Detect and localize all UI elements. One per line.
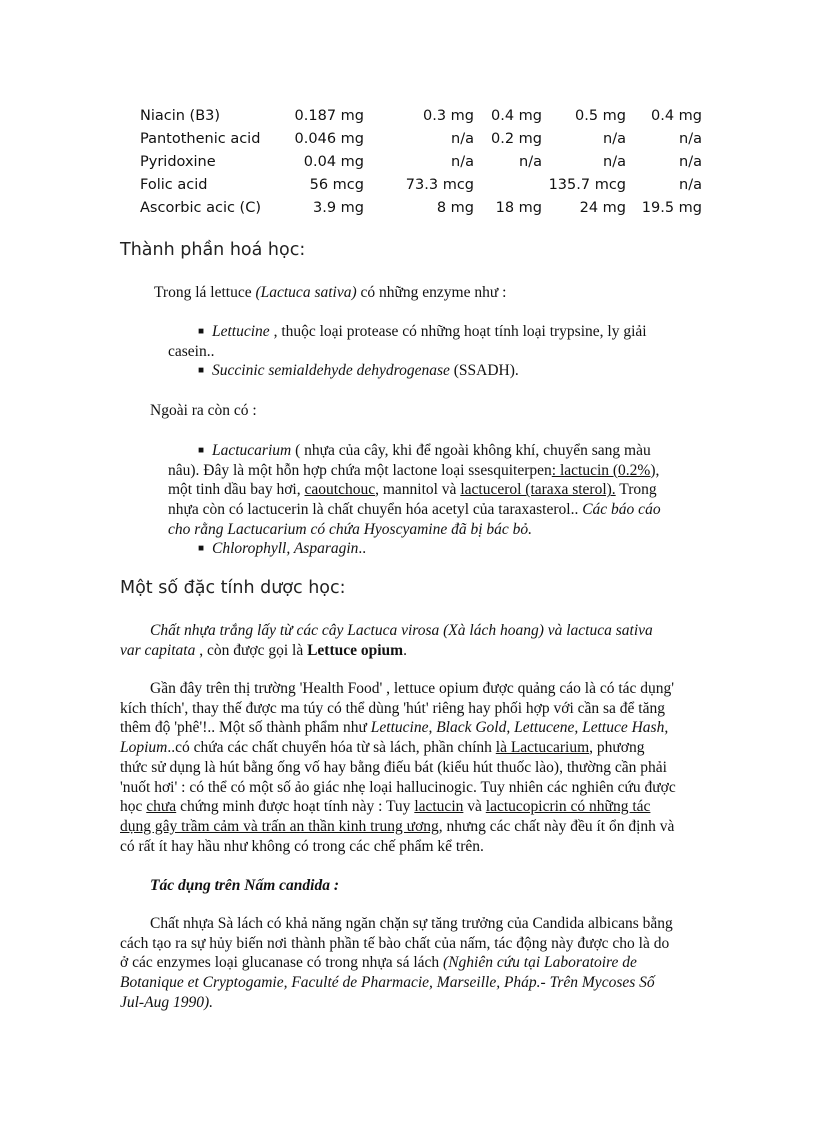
table-cell: 3.9 mg [313,200,364,217]
text-bold-italic: Tác dụng trên Nấm candida : [150,877,340,894]
text: (SSADH). [449,362,519,379]
text-italic: Lactucarium [212,442,292,459]
table-row [134,174,702,197]
paragraph-3 [120,914,710,1013]
paragraph-1 [120,621,700,660]
text-italic: Lettucine [212,323,270,340]
text: ( nhựa của cây, khi để ngoài không khí, chuyển sang màu [291,442,651,459]
text: có những enzyme như : [356,284,507,301]
table-cell: n/a [451,153,474,170]
link-text: : lactucin (0.2%), [551,461,660,479]
text: kích thích', thay thế được ma túy có thể dùng 'hút' riêng hay phối hợp với cần sa để tăng [120,699,665,717]
text: Trong [615,481,657,499]
text-italic: cho rằng Lactucarium có chứa Hyoscyamine đã bị bác bỏ. [168,520,533,538]
text-italic: (Nghiên cứu tại Laboratoire de [443,954,637,972]
text-italic: Lettucine, Black Gold, Lettucene, Lettuce Hash, [370,719,669,737]
list-item [168,441,698,540]
table-cell: 0.3 mg [423,107,474,124]
text: ở các enzymes loại glucanase có trong nhựa sá lách [120,954,444,972]
text-italic: Chlorophyll, Asparagin [212,540,359,557]
link-text: là Lactucarium [495,739,590,757]
paragraph-also: Ngoài ra còn có : [150,402,257,419]
table-row [134,197,702,220]
text: thêm độ 'phê'!.. Một số thành phẩm như [120,719,371,737]
table-cell: n/a [603,130,626,147]
list-item [168,322,688,361]
text-italic: Chất nhựa trắng lấy từ các cây Lactuca virosa (Xà lách hoang) và lactuca sativa [150,622,653,639]
table-cell: 135.7 mcg [548,177,626,194]
table-cell: 0.4 mg [651,107,702,124]
table-cell: n/a [679,153,702,170]
table-cell: Pyridoxine [140,153,216,170]
text-italic: Lopium [120,739,168,757]
list-item [198,539,366,559]
table-cell: 0.2 mg [491,130,542,147]
table-cell: 0.04 mg [303,153,364,170]
text: Gần đây trên thị trường 'Health Food' , lettuce opium được quảng cáo là có tác dụng' [150,680,675,697]
text: cách tạo ra sự hủy biến nơi thành phần tế bào chất của nấm, tác động này được cho là do [120,934,670,952]
text-italic: (Lactuca sativa) [255,284,357,301]
paragraph-2 [120,679,710,856]
paragraph-intro [154,283,506,303]
table-cell: 0.4 mg [491,107,542,124]
table-cell: Niacin (B3) [140,107,221,124]
link-text: dụng gây trầm cảm và trấn an thần kinh trung ương [120,817,439,835]
text: và [463,798,486,816]
text: có rất ít hay hầu như không có trong các chế phẩm kể trên. [120,837,484,855]
section-heading-pharmacology: Một số đặc tính dược học: [120,578,346,598]
text-italic: Các báo cáo [582,501,661,519]
sub-heading-candida [150,876,339,896]
text-italic: var capitata [120,641,196,659]
table-cell: Pantothenic acid [140,130,261,147]
text: 'nuốt hơi' : có thể có một số ảo giác nhẹ loại hallucinogic. Tuy nhiên các nghiên cứu được [120,778,676,796]
text-bold: Lettuce opium [307,641,404,659]
list-item [198,361,519,381]
text: .. [358,540,367,557]
table-cell: Folic acid [140,177,208,194]
text: . [403,641,407,659]
text-italic: Botanique et Cryptogamie, Faculté de Pharmacie, Marseille, Pháp.- Trên Mycoses Số [120,974,655,992]
text: ..có chứa các chất chuyển hóa từ sà lách, phần chính [167,739,496,757]
text: chứng minh được hoạt tính này : Tuy [176,798,415,816]
text: , mannitol và [375,481,461,499]
text: , phương [589,739,645,757]
square-bullet-icon: ■ [198,326,205,337]
table-cell: 73.3 mcg [405,177,474,194]
table-cell: 24 mg [579,200,626,217]
text: casein.. [168,342,215,360]
link-text: chưa [146,798,177,816]
nutrient-table [134,104,702,220]
table-row [134,104,702,127]
link-text: lactucin [414,798,464,816]
table-cell: 19.5 mg [641,200,702,217]
square-bullet-icon: ■ [198,445,205,456]
link-text: lactucopicrin có những tác [485,798,651,816]
square-bullet-icon: ■ [198,543,205,554]
table-cell: 8 mg [436,200,474,217]
text: , còn được gọi là [195,641,308,659]
text: , thuộc loại protease có những hoạt tính loại trypsine, ly giải [269,323,647,340]
link-text: lactucerol (taraxa sterol). [460,481,616,499]
text-italic: Jul-Aug 1990). [120,993,213,1011]
table-cell: n/a [603,153,626,170]
link-text: caoutchouc [304,481,376,499]
text: , nhưng các chất này đều ít ổn định và [438,817,675,835]
table-row [134,150,702,173]
table-cell: 18 mg [495,200,542,217]
table-cell: Ascorbic acic (C) [140,200,261,217]
table-cell: n/a [519,153,542,170]
text: nâu). Đây là một hỗn hợp chứa một lactone loại ssesquiterpen [168,461,552,479]
text: Chất nhựa Sà lách có khả năng ngăn chặn sự tăng trưởng của Candida albicans bằng [150,915,673,932]
section-heading-chemistry: Thành phần hoá học: [120,240,306,260]
text: học [120,798,147,816]
table-cell: 0.5 mg [575,107,626,124]
table-cell: 0.187 mg [294,107,364,124]
text-italic: Succinic semialdehyde dehydrogenase [212,362,450,379]
table-cell: n/a [679,130,702,147]
text: một tinh dầu bay hơi, [168,481,305,499]
table-cell: 56 mcg [309,177,364,194]
table-row [134,127,702,150]
table-cell: n/a [679,177,702,194]
table-cell: n/a [451,130,474,147]
text: thức sử dụng là hút bằng ống vố hay bằng điếu bát (kiểu hút thuốc lào), thường cần phải [120,758,667,776]
square-bullet-icon: ■ [198,365,205,376]
text: nhựa còn có lactucerin là chất chuyển hóa acetyl của taraxasterol.. [168,501,583,519]
text: Trong lá lettuce [154,284,256,301]
table-cell: 0.046 mg [294,130,364,147]
